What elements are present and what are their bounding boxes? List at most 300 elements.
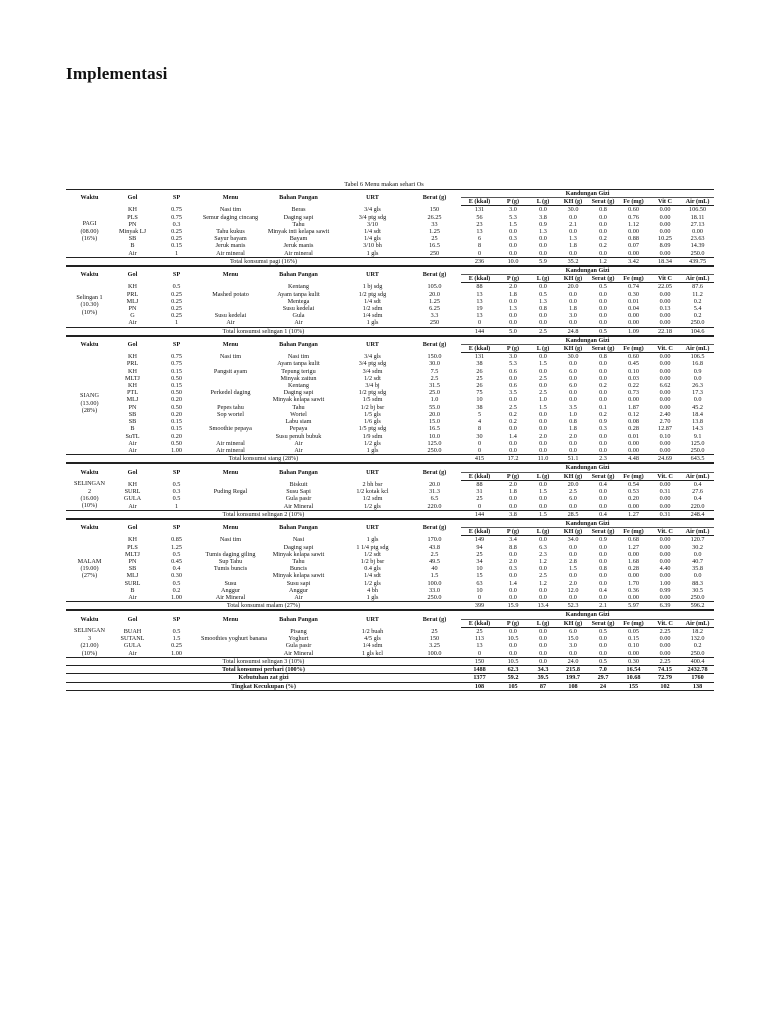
table-row [66,627,714,635]
nutrient-protein: 0.0 [509,594,517,602]
table-row [66,440,714,447]
nutrient-water: 0.2 [693,297,702,305]
food-group: B [130,242,135,250]
ingredient: Pepaya [289,425,308,433]
total-iron: 1.27 [618,510,649,518]
table-row [66,544,714,551]
nutrient-water: 106.5 [690,353,705,361]
nutrient-fat: 0.0 [539,382,547,390]
nutrient-water: 40.7 [692,558,703,566]
nutrient-fat: 1.5 [539,360,547,368]
nutrient-fat: 0.0 [539,410,547,418]
ingredient: Daging sapi [283,543,314,551]
weight-grams: 2.5 [430,374,439,382]
col-header-nutrient: Fe (mg) [618,472,649,480]
col-header-urt: URT [337,190,408,206]
nutrient-water: 0.9 [693,367,702,375]
table-row [66,536,714,544]
table-row [66,495,714,502]
nutrient-vitc: 0.99 [659,586,671,594]
weight-grams: 20.0 [429,290,440,298]
nutrient-protein: 0.0 [509,439,517,447]
total-fat: 11.0 [528,455,558,463]
serving-portion: 0.15 [171,242,182,250]
nutrient-vitc: 8.09 [659,242,671,250]
nutrient-iron: 0.20 [628,495,639,503]
col-header-nutrient: Serat (g) [588,198,618,206]
menu-name [201,627,260,635]
menu-name [201,375,260,382]
total-fiber: 0.5 [588,658,618,666]
nutrient-carb: 1.5 [569,565,577,573]
food-group: PRL [126,290,139,298]
nutrient-carb: 0.0 [569,213,577,221]
nutrient-protein: 0.3 [509,565,517,573]
nutrient-energy: 149 [474,536,485,544]
ingredient: Kentang [288,283,309,291]
food-group: SB [128,235,137,243]
total-fat: 5.9 [528,257,558,265]
household-measure: 1/4 sdt [364,228,381,236]
nutrient-protein: 0.2 [509,410,517,418]
table-row [66,396,714,403]
col-header-kandungan-gizi: Kandungan Gizi [461,611,714,619]
table-row [66,221,714,228]
summary-water: 1760 [681,674,714,682]
nutrient-protein: 0.0 [509,649,517,657]
household-measure: 3/4 sdm [362,367,383,375]
nutrient-fat: 1.3 [539,228,547,236]
serving-portion: 0.3 [172,488,181,496]
nutrient-carb: 0.0 [569,594,577,602]
nutrient-vitc: 0.00 [659,353,671,361]
serving-portion: 0.25 [171,642,182,650]
ingredient: Susu sapi [286,579,311,587]
table-row [66,214,714,221]
nutrient-energy: 0 [477,249,482,257]
nutrient-energy: 19 [476,305,483,313]
ingredient: Minyak zaitun [280,374,317,382]
ingredient: Air [294,319,303,327]
nutrient-fiber: 0.0 [599,367,607,375]
nutrient-fiber: 0.0 [599,446,607,454]
ingredient: Tepung terigu [281,367,316,375]
col-header-nutrient: L (g) [528,198,558,206]
nutrient-carb: 0.0 [569,319,577,327]
nutrient-protein: 1.5 [509,220,517,228]
nutrient-protein: 8.8 [509,543,517,551]
col-header-nutrient: P (g) [498,275,528,283]
nutrient-fiber: 0.0 [599,649,607,657]
nutrient-fat: 0.0 [539,536,547,544]
table-row [66,291,714,298]
nutrient-fat: 1.5 [539,403,547,411]
nutrient-vitc: 0.13 [659,305,671,313]
nutrient-fiber: 0.0 [599,374,607,382]
nutrient-energy: 13 [476,290,483,298]
nutrient-vitc: 0.00 [659,558,671,566]
nutrient-vitc: 0.00 [659,480,671,488]
col-header-sp: SP [152,520,201,536]
total-carb: 24.0 [558,658,588,666]
nutrient-fat: 0.0 [539,235,547,243]
nutrient-fiber: 0.0 [599,502,607,510]
food-group: SuTL [125,432,140,440]
nutrient-fat: 0.0 [539,249,547,257]
table-caption: Tabel 6 Menu makan sehari Os [344,181,424,188]
nutrient-energy: 94 [476,543,483,551]
nutrient-water: 120.7 [690,536,705,544]
nutrient-iron: 0.15 [628,635,639,643]
nutrient-fiber: 0.0 [599,635,607,643]
table-row [66,558,714,565]
nutrient-protein: 0.0 [509,495,517,503]
serving-portion: 1 [174,502,179,510]
weight-grams: 31.3 [429,488,440,496]
food-group: GULA [123,495,142,503]
household-measure: 1/5 ptg sdg [358,425,387,433]
ingredient: Beras [291,206,306,214]
table-row [66,312,714,319]
col-header-nutrient: Fe (mg) [618,275,649,283]
col-header-nutrient: P (g) [498,345,528,353]
col-header-waktu: Waktu [66,611,113,627]
col-header-menu: Menu [201,464,260,480]
col-header-berat: Berat (g) [408,611,461,627]
total-protein: 10.5 [498,658,528,666]
nutrient-fiber: 0.5 [599,627,607,635]
ingredient: Mentega [287,297,310,305]
nutrient-protein: 3.0 [509,353,517,361]
food-group: PTL [126,389,138,397]
col-header-nutrient: Air (mL) [681,275,714,283]
table-row [66,642,714,649]
food-group: PN [128,403,137,411]
nutrient-fat: 3.8 [539,213,547,221]
serving-portion: 0.50 [171,389,182,397]
household-measure: 1/2 ptg sdg [358,290,387,298]
col-header-sp: SP [152,464,201,480]
total-fat: 0.0 [528,658,558,666]
nutrient-fat: 0.0 [539,312,547,320]
total-carb: 52.3 [558,602,588,610]
menu-name: Nasi tim [219,536,242,544]
col-header-waktu: Waktu [66,464,113,480]
serving-portion: 0.20 [171,432,182,440]
weight-grams: 20.0 [429,410,440,418]
nutrient-carb: 30.0 [567,206,579,214]
nutrient-water: 0.2 [693,312,702,320]
col-header-nutrient: P (g) [498,528,528,536]
meal-time-cell: PAGI (08.00) (16%) [80,220,99,243]
nutrient-carb: 0.0 [569,550,577,558]
ingredient: Air [294,594,303,602]
weight-grams: 10.0 [429,432,440,440]
nutrient-fiber: 0.0 [599,558,607,566]
nutrient-iron: 0.76 [628,213,639,221]
nutrient-water: 23.63 [690,235,705,243]
nutrient-energy: 0 [477,439,482,447]
weight-grams: 250 [429,249,440,257]
nutrient-energy: 25 [476,495,483,503]
ingredient: Susu kedelai [282,305,315,313]
ingredient: Minyak kelapa sawit [272,550,325,558]
ingredient: Yoghurt [288,635,309,643]
ingredient: Ayam tanpa kulit [277,290,320,298]
menu-name: Mashed potato [212,290,249,298]
col-header-urt: URT [337,520,408,536]
col-header-bahan: Bahan Pangan [260,611,337,627]
nutrient-fiber: 0.8 [599,353,607,361]
household-measure: 1/2 bj bsr [360,558,385,566]
nutrient-water: 14.3 [692,425,703,433]
nutrient-energy: 13 [476,642,483,650]
nutrient-protein: 0.0 [509,642,517,650]
col-header-nutrient: Vit. C [649,528,681,536]
menu-name: Air [226,319,235,327]
nutrient-protein: 0.0 [509,374,517,382]
serving-portion: 0.45 [171,558,182,566]
nutrient-fat: 0.0 [539,353,547,361]
nutrient-energy: 15 [476,572,483,580]
food-group: Air [128,649,137,657]
meal-total-row [66,602,714,610]
total-carb: 24.8 [558,327,588,335]
nutrient-vitc: 0.00 [659,550,671,558]
col-header-bahan: Bahan Pangan [260,336,337,352]
household-measure: 1/2 sdm [362,305,383,313]
table-row [66,594,714,602]
serving-portion: 0.5 [172,579,181,587]
household-measure: 3/10 [366,220,378,228]
ingredient: Kentang [288,382,309,390]
nutrient-protein: 0.6 [509,367,517,375]
serving-portion: 0.4 [172,565,181,573]
food-group: SURL [124,488,141,496]
meal-table [66,336,714,463]
nutrient-fiber: 0.0 [599,543,607,551]
nutrient-iron: 0.01 [628,432,639,440]
nutrient-iron: 0.07 [628,242,639,250]
meal-total-label: Total konsumsi pagi (16%) [66,257,461,265]
col-header-nutrient: P (g) [498,472,528,480]
total-iron: 4.48 [618,455,649,463]
weight-grams: 100.0 [427,579,442,587]
nutrient-carb: 0.0 [569,249,577,257]
nutrient-carb: 0.0 [569,297,577,305]
nutrient-iron: 0.36 [628,586,639,594]
total-vitc: 0.31 [649,510,681,518]
nutrient-iron: 0.00 [628,649,639,657]
nutrient-protein: 1.4 [509,432,517,440]
nutrient-protein: 1.4 [509,579,517,587]
nutrient-water: 9.1 [693,432,702,440]
food-group: MLTJ [125,374,140,382]
nutrient-carb: 0.0 [569,360,577,368]
nutrient-protein: 0.2 [509,418,517,426]
table-row [66,250,714,258]
household-measure: 1/2 buah [361,627,384,635]
nutrient-protein: 1.8 [509,488,517,496]
weight-grams: 43.8 [429,543,440,551]
nutrient-iron: 0.00 [628,439,639,447]
food-group: SB [128,410,137,418]
table-row [66,580,714,587]
nutrient-iron: 0.45 [628,360,639,368]
menu-name [201,642,260,649]
nutrient-fiber: 0.0 [599,642,607,650]
ingredient: Anggur [289,586,308,594]
summary-water: 2432.78 [681,666,714,674]
menu-name: Sup Tahu [218,558,243,566]
nutrient-protein: 0.3 [509,235,517,243]
nutrient-vitc: 0.31 [659,488,671,496]
household-measure: 3/4 ptg sdg [358,213,387,221]
household-measure: 4/5 gls [364,635,381,643]
menu-name [201,433,260,440]
nutrient-water: 250.0 [690,649,705,657]
col-header-kandungan-gizi: Kandungan Gizi [461,267,714,275]
nutrient-carb: 1.8 [569,425,577,433]
summary-energy: 1488 [461,666,498,674]
serving-portion: 1.00 [171,594,182,602]
nutrient-water: 132.0 [690,635,705,643]
nutrient-vitc: 10.25 [658,235,672,243]
col-header-sp: SP [152,190,201,206]
total-fat: 13.4 [528,602,558,610]
nutrient-vitc: 0.00 [659,374,671,382]
nutrient-energy: 63 [476,579,483,587]
ingredient: Gula pasir [285,642,312,650]
household-measure: 4 bh [367,586,378,594]
weight-grams: 1.5 [430,572,439,580]
weight-grams: 31.5 [429,382,440,390]
nutrient-fiber: 0.0 [599,439,607,447]
col-header-urt: URT [337,267,408,283]
nutrient-water: 0.0 [693,396,702,404]
nutrient-vitc: 0.00 [659,360,671,368]
household-measure: 1 gls [366,319,379,327]
nutrient-iron: 1.87 [628,403,639,411]
nutrient-vitc: 0.00 [659,396,671,404]
nutrient-fiber: 0.0 [599,396,607,404]
nutrient-vitc: 0.10 [659,432,671,440]
nutrient-energy: 6 [477,235,482,243]
nutrient-energy: 23 [476,220,483,228]
total-energy: 415 [461,455,498,463]
food-group: PN [128,305,137,313]
nutrient-vitc: 0.00 [659,367,671,375]
nutrient-iron: 0.88 [628,235,639,243]
nutrient-iron: 0.53 [628,488,639,496]
weight-grams: 250.0 [427,594,442,602]
table-row [66,551,714,558]
nutrient-energy: 56 [476,213,483,221]
summary-fat: 87 [528,682,558,690]
total-water: 439.75 [681,257,714,265]
nutrient-carb: 12.0 [567,586,579,594]
col-header-nutrient: E (kkal) [461,345,498,353]
nutrient-vitc: 2.25 [659,627,671,635]
serving-portion: 1.25 [171,543,182,551]
col-header-nutrient: KH (g) [558,198,588,206]
total-fat: 1.5 [528,510,558,518]
menu-name: Tumis buncis [213,565,248,573]
col-header-nutrient: E (kkal) [461,198,498,206]
nutrient-carb: 2.5 [569,488,577,496]
col-header-nutrient: Vit. C [649,472,681,480]
serving-portion: 0.2 [172,586,181,594]
serving-portion: 0.20 [171,396,182,404]
nutrient-protein: 0.6 [509,382,517,390]
household-measure: 1/2 ptg sdg [358,389,387,397]
table-row [66,389,714,396]
weight-grams: 100.0 [427,649,442,657]
menu-name: Nasi tim [219,206,242,214]
col-header-nutrient: Fe (mg) [618,619,649,627]
col-header-nutrient: Serat (g) [588,275,618,283]
nutrient-fiber: 0.8 [599,565,607,573]
summary-vitc: 102 [649,682,681,690]
table-row [66,650,714,658]
nutrient-vitc: 0.00 [659,297,671,305]
nutrient-fat: 2.3 [539,550,547,558]
col-header-sp: SP [152,267,201,283]
table-row [66,433,714,440]
nutrient-water: 30.5 [692,586,703,594]
table-row [66,565,714,572]
nutrient-fat: 1.0 [539,396,547,404]
household-measure: 1/6 gls [364,418,381,426]
food-group: G [130,312,135,320]
nutrient-iron: 0.00 [628,446,639,454]
nutrient-vitc: 2.40 [659,410,671,418]
food-group: MLJ [126,396,139,404]
weight-grams: 55.0 [429,403,440,411]
table-row [66,404,714,411]
nutrient-water: 250.0 [690,249,705,257]
household-measure: 1 gls [366,536,379,544]
nutrient-fiber: 0.0 [599,572,607,580]
nutrient-iron: 0.00 [628,228,639,236]
nutrient-carb: 30.0 [567,353,579,361]
table-row [66,587,714,594]
table-row [66,635,714,642]
col-header-kandungan-gizi: Kandungan Gizi [461,464,714,472]
total-fat: 2.5 [528,327,558,335]
summary-protein: 105 [498,682,528,690]
nutrient-water: 11.2 [692,290,703,298]
nutrient-carb: 15.0 [567,635,579,643]
col-header-sp: SP [152,611,201,627]
serving-portion: 0.15 [171,382,182,390]
col-header-nutrient: Vit. C [649,619,681,627]
ingredient: Minyak kelapa sawit [272,396,325,404]
col-header-menu: Menu [201,267,260,283]
ingredient: Wortel [290,410,307,418]
serving-portion: 0.50 [171,403,182,411]
weight-grams: 105.0 [427,283,442,291]
meal-table [66,519,714,610]
nutrient-fiber: 0.0 [599,297,607,305]
nutrient-energy: 34 [476,558,483,566]
nutrient-vitc: 0.00 [659,206,671,214]
nutrient-vitc: 0.00 [659,536,671,544]
nutrient-protein: 1.8 [509,290,517,298]
meal-time-cell: SELINGAN 3 (21.00) (10%) [74,627,105,657]
food-group: SURL [124,579,141,587]
menu-name: Air mineral [216,249,245,257]
